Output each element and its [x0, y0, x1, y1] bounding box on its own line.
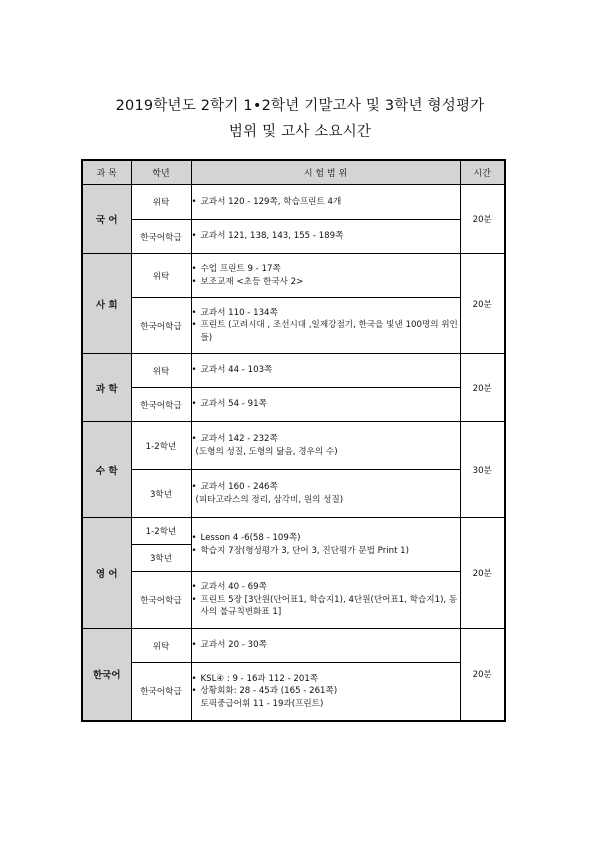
range-note: (도형의 성질, 도형의 닮음, 경우의 수) [195, 446, 338, 457]
grade-cell: 한국어학급 [131, 298, 191, 354]
range-note: 토픽중급어휘 11 - 19과(프린트) [200, 698, 324, 709]
header-subject: 과 목 [82, 160, 131, 185]
range-cell [191, 572, 460, 629]
subject-social: 사 회 [82, 254, 131, 354]
time-korean: 20분 [460, 185, 505, 254]
range-cell [191, 185, 460, 220]
range-cell [191, 354, 460, 388]
grade-cell: 1-2학년 [131, 422, 191, 470]
table-row [82, 354, 505, 388]
table-row [82, 254, 505, 298]
range-item: • 수업 프린트 9 - 17쪽 [192, 263, 460, 276]
table-row [82, 470, 505, 518]
time-koreanlang: 20분 [460, 629, 505, 721]
grade-cell: 위탁 [131, 254, 191, 298]
table-row [82, 663, 505, 721]
range-item: • 교과서 120 - 129쪽, 학습프린트 4개 [192, 196, 460, 209]
range-cell [191, 470, 460, 518]
grade-cell: 한국어학급 [131, 220, 191, 254]
range-item: • 프린트 (고려시대 , 조선시대 ,일제강점기, 한국을 빛낸 100명의 위인들) [192, 319, 460, 344]
table-row [82, 422, 505, 470]
range-cell [191, 663, 460, 721]
header-range: 시 험 범 위 [191, 160, 460, 185]
range-item: • Lesson 4 -6(58 - 109쪽) [192, 532, 460, 545]
grade-cell: 한국어학급 [131, 572, 191, 629]
range-item: • 상황회화: 28 - 45과 (165 - 261쪽) [192, 685, 460, 698]
range-cell [191, 518, 460, 572]
grade-cell: 위탁 [131, 629, 191, 663]
range-item: • 교과서 121, 138, 143, 155 - 189쪽 [192, 230, 460, 243]
range-item: • 교과서 44 - 103쪽 [192, 364, 460, 377]
grade-cell: 한국어학급 [131, 663, 191, 721]
time-social: 20분 [460, 254, 505, 354]
table-row [82, 518, 505, 545]
table-row [82, 572, 505, 629]
table-row [82, 388, 505, 422]
time-math: 30분 [460, 422, 505, 518]
grade-cell: 한국어학급 [131, 388, 191, 422]
range-item: • 프린트 5장 [3단원(단어표1, 학습지1), 4단원(단어표1, 학습지1), 동사의 불규칙변화표 1] [192, 594, 460, 619]
table-row [82, 220, 505, 254]
header-grade: 학년 [131, 160, 191, 185]
grade-cell: 1-2학년 [131, 518, 191, 545]
range-item: • 교과서 40 - 69쪽 [192, 581, 460, 594]
range-item: • 교과서 160 - 246쪽 [192, 481, 460, 494]
range-cell [191, 422, 460, 470]
range-cell [191, 629, 460, 663]
table-row [82, 629, 505, 663]
subject-korean: 국 어 [82, 185, 131, 254]
header-row [82, 160, 505, 185]
grade-cell: 위탁 [131, 354, 191, 388]
range-cell [191, 254, 460, 298]
range-item: • KSL④ : 9 - 16과 112 - 201쪽 [192, 673, 460, 686]
exam-schedule-table [81, 159, 506, 722]
range-cell [191, 388, 460, 422]
time-science: 20분 [460, 354, 505, 422]
subject-koreanlang: 한국어 [82, 629, 131, 721]
grade-cell: 위탁 [131, 185, 191, 220]
range-cell [191, 220, 460, 254]
page-title: 2019학년도 2학기 1•2학년 기말고사 및 3학년 형성평가 [115, 98, 485, 114]
table-row [82, 298, 505, 354]
range-item: • 교과서 110 - 134쪽 [192, 307, 460, 320]
time-english: 20분 [460, 518, 505, 629]
subject-english: 영 어 [82, 518, 131, 629]
subject-science: 과 학 [82, 354, 131, 422]
range-item: • 교과서 142 - 232쪽 [192, 433, 460, 446]
range-cell [191, 298, 460, 354]
subject-math: 수 학 [82, 422, 131, 518]
table-row [82, 185, 505, 220]
grade-cell: 3학년 [131, 470, 191, 518]
range-note: (피타고라스의 정리, 삼각비, 원의 성질) [195, 494, 344, 505]
grade-cell: 3학년 [131, 545, 191, 572]
range-item: • 보조교재 <초등 한국사 2> [192, 276, 460, 289]
page-subtitle: 범위 및 고사 소요시간 [228, 124, 372, 140]
header-time: 시간 [460, 160, 505, 185]
range-item: • 교과서 54 - 91쪽 [192, 398, 460, 411]
range-item: • 교과서 20 - 30쪽 [192, 639, 460, 652]
range-item: • 학습지 7장(형성평가 3, 단어 3, 진단평가 문법 Print 1) [192, 545, 460, 558]
